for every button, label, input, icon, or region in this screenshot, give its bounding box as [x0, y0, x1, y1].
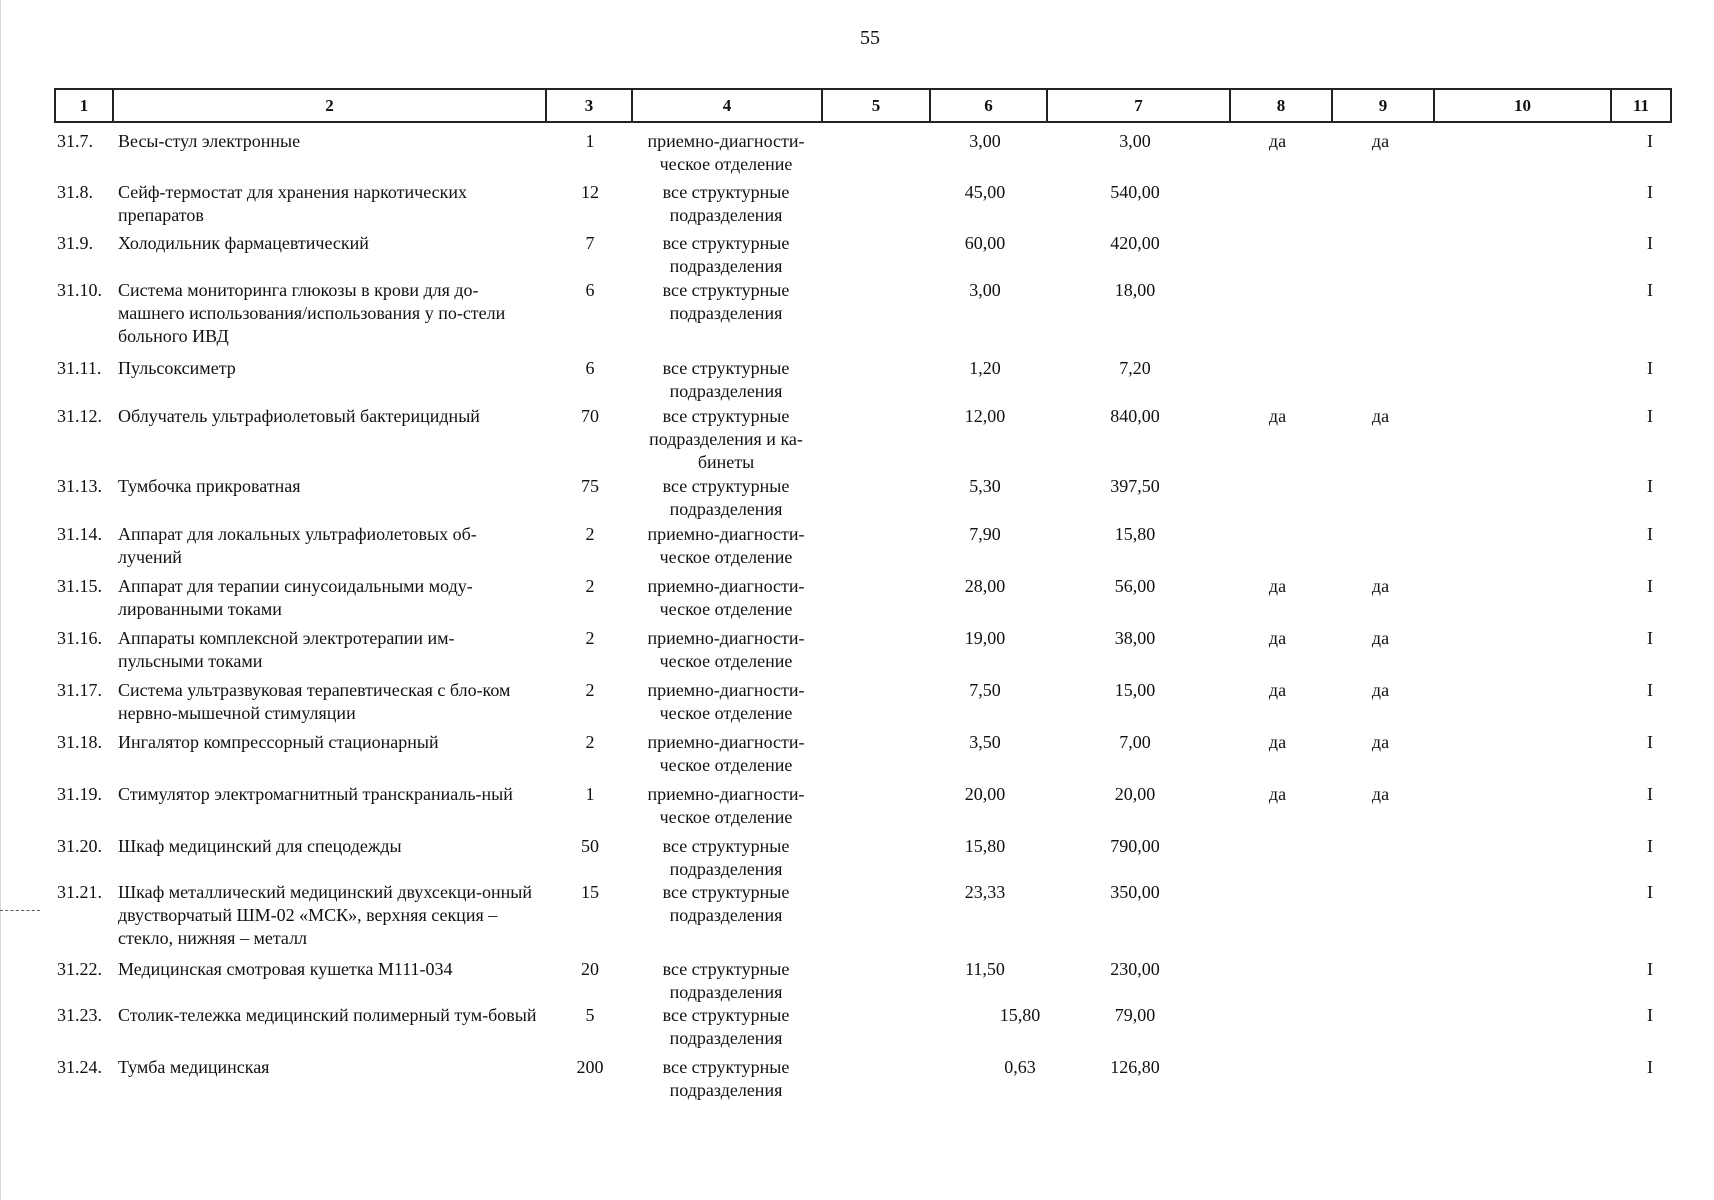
- item-name: Сейф-термостат для хранения наркотических препаратов: [118, 182, 468, 225]
- item-name: Система мониторинга глюкозы в крови для до-машнего использования/использования у по-стели больного ИВД: [118, 280, 506, 346]
- item-number: 31.13.: [57, 476, 102, 496]
- item-name: Аппарат для локальных ультрафиолетовых об-лучений: [118, 524, 477, 567]
- item-col11-cell: [1600, 279, 1670, 302]
- item-department: все структурные подразделения: [662, 280, 790, 323]
- item-col8: да: [1268, 576, 1287, 596]
- item-name: Тумба медицинская: [118, 1057, 270, 1077]
- scan-edge: [0, 0, 1, 1200]
- item-number: 31.12.: [57, 406, 102, 426]
- column-header-row: [54, 88, 1672, 123]
- item-col11-cell: [1600, 575, 1670, 598]
- item-number: 31.22.: [57, 959, 102, 979]
- item-department: все структурные подразделения: [662, 358, 790, 401]
- column-header: 10: [1434, 89, 1611, 122]
- column-header: 11: [1611, 89, 1671, 122]
- item-department: все структурные подразделения: [662, 233, 790, 276]
- item-number: 31.7.: [57, 131, 93, 151]
- item-name: Система ультразвуковая терапевтическая с бло-ком нервно-мышечной стимуляции: [118, 680, 511, 723]
- item-col11-cell: [1600, 1056, 1670, 1079]
- column-header: 2: [113, 89, 546, 122]
- item-quantity: 5: [585, 1005, 595, 1025]
- item-department: все структурные подразделения: [662, 182, 790, 225]
- item-department: приемно-диагности-ческое отделение: [647, 576, 805, 619]
- item-col11-cell: [1600, 958, 1670, 981]
- item-col11: I: [1647, 1057, 1653, 1077]
- item-number: 31.23.: [57, 1005, 102, 1025]
- column-header: 4: [632, 89, 822, 122]
- item-col11: I: [1647, 233, 1653, 253]
- item-col11: I: [1647, 182, 1653, 202]
- item-price: 3,00: [969, 280, 1001, 300]
- item-price: 23,33: [964, 882, 1006, 902]
- item-quantity: 6: [585, 358, 595, 378]
- item-col9: да: [1371, 784, 1390, 804]
- item-number: 31.18.: [57, 732, 102, 752]
- item-department: все структурные подразделения: [662, 959, 790, 1002]
- item-col11: I: [1647, 882, 1653, 902]
- item-col8: да: [1268, 784, 1287, 804]
- item-name: Ингалятор компрессорный стационарный: [118, 732, 439, 752]
- item-col8: да: [1268, 732, 1287, 752]
- item-col9: да: [1371, 680, 1390, 700]
- item-col11: I: [1647, 280, 1653, 300]
- item-name: Стимулятор электромагнитный транскраниаль-ный: [118, 784, 513, 804]
- item-total: 20,00: [1114, 784, 1156, 804]
- item-department: приемно-диагности-ческое отделение: [647, 784, 805, 827]
- item-quantity: 2: [585, 524, 595, 544]
- item-price: 5,30: [969, 476, 1001, 496]
- item-col11-cell: [1600, 1004, 1670, 1027]
- item-total: 7,00: [1119, 732, 1151, 752]
- item-quantity: 200: [576, 1057, 604, 1077]
- item-col11-cell: [1600, 881, 1670, 904]
- item-col11-cell: [1600, 232, 1670, 255]
- item-col9: да: [1371, 732, 1390, 752]
- item-name: Тумбочка прикроватная: [118, 476, 301, 496]
- item-department: приемно-диагности-ческое отделение: [647, 131, 805, 174]
- item-department: все структурные подразделения: [662, 882, 790, 925]
- column-header: 9: [1332, 89, 1434, 122]
- item-name: Шкаф металлический медицинский двухсекци-онный двустворчатый ШМ-02 «МСК», верхняя секция – стекло, нижняя – металл: [118, 882, 533, 948]
- item-name: Аппарат для терапии синусоидальными моду-лированными токами: [118, 576, 473, 619]
- item-quantity: 2: [585, 628, 595, 648]
- item-quantity: 2: [585, 732, 595, 752]
- item-total: 3,00: [1119, 131, 1151, 151]
- item-col11: I: [1647, 680, 1653, 700]
- item-department: все структурные подразделения и ка-бинеты: [649, 406, 803, 472]
- item-col11: I: [1647, 784, 1653, 804]
- item-price: 28,00: [964, 576, 1006, 596]
- item-name: Холодильник фармацевтический: [118, 233, 369, 253]
- item-price: 20,00: [964, 784, 1006, 804]
- item-department: приемно-диагности-ческое отделение: [647, 628, 805, 671]
- item-number: 31.16.: [57, 628, 102, 648]
- item-name: Весы-стул электронные: [118, 131, 301, 151]
- item-col8: да: [1268, 628, 1287, 648]
- page-number: 55: [860, 27, 880, 49]
- column-header: 1: [55, 89, 113, 122]
- item-total: 840,00: [1110, 406, 1160, 426]
- item-col11-cell: [1600, 523, 1670, 546]
- item-col11: I: [1647, 358, 1653, 378]
- item-price: 3,00: [969, 131, 1001, 151]
- column-header: 8: [1230, 89, 1332, 122]
- item-name: Аппараты комплексной электротерапии им-пульсными токами: [118, 628, 455, 671]
- item-number: 31.15.: [57, 576, 102, 596]
- item-col11-cell: [1600, 357, 1670, 380]
- item-number: 31.11.: [57, 358, 102, 378]
- item-department: приемно-диагности-ческое отделение: [647, 524, 805, 567]
- item-col11: I: [1647, 131, 1653, 151]
- item-total: 79,00: [1114, 1005, 1156, 1025]
- item-total: 790,00: [1110, 836, 1160, 856]
- column-header: 3: [546, 89, 632, 122]
- item-number: 31.10.: [57, 280, 102, 300]
- item-total: 540,00: [1110, 182, 1160, 202]
- item-total: 15,00: [1114, 680, 1156, 700]
- item-total: 126,80: [1110, 1057, 1160, 1077]
- item-price: 15,80: [964, 836, 1006, 856]
- item-price: 7,50: [969, 680, 1001, 700]
- item-quantity: 15: [581, 882, 599, 902]
- item-department: все структурные подразделения: [662, 1005, 790, 1048]
- item-total: 38,00: [1114, 628, 1156, 648]
- item-price: 0,63: [1004, 1057, 1036, 1077]
- item-quantity: 70: [581, 406, 599, 426]
- item-quantity: 6: [585, 280, 595, 300]
- item-price: 3,50: [969, 732, 1001, 752]
- item-col11: I: [1647, 836, 1653, 856]
- column-header: 7: [1047, 89, 1230, 122]
- item-col11: I: [1647, 476, 1653, 496]
- item-total: 18,00: [1114, 280, 1156, 300]
- item-col9: да: [1371, 576, 1390, 596]
- item-name: Столик-тележка медицинский полимерный тум-бовый: [118, 1005, 537, 1025]
- item-price: 7,90: [969, 524, 1001, 544]
- item-number: 31.8.: [57, 182, 93, 202]
- item-number: 31.24.: [57, 1057, 102, 1077]
- item-quantity: 12: [581, 182, 599, 202]
- item-quantity: 7: [585, 233, 595, 253]
- item-department: приемно-диагности-ческое отделение: [647, 680, 805, 723]
- item-quantity: 1: [585, 784, 595, 804]
- column-header: 5: [822, 89, 930, 122]
- item-price: 19,00: [964, 628, 1006, 648]
- item-price: 12,00: [964, 406, 1006, 426]
- item-total: 350,00: [1110, 882, 1160, 902]
- item-col11: I: [1647, 732, 1653, 752]
- item-quantity: 20: [581, 959, 599, 979]
- item-name: Медицинская смотровая кушетка М111-034: [118, 959, 453, 979]
- item-quantity: 50: [581, 836, 599, 856]
- item-name: Шкаф медицинский для спецодежды: [118, 836, 402, 856]
- item-col11: I: [1647, 959, 1653, 979]
- item-col9: да: [1371, 131, 1390, 151]
- item-col8: да: [1268, 406, 1287, 426]
- item-number: 31.19.: [57, 784, 102, 804]
- item-col11: I: [1647, 406, 1653, 426]
- item-department: все структурные подразделения: [662, 476, 790, 519]
- item-col8: да: [1268, 680, 1287, 700]
- item-col9: да: [1371, 406, 1390, 426]
- item-price: 60,00: [964, 233, 1006, 253]
- item-price: 15,80: [999, 1005, 1041, 1025]
- scan-artifact: [0, 910, 40, 911]
- column-header: 6: [930, 89, 1047, 122]
- item-price: 45,00: [964, 182, 1006, 202]
- item-col9: да: [1371, 628, 1390, 648]
- item-price: 11,50: [965, 959, 1005, 979]
- item-col11-cell: [1600, 835, 1670, 858]
- item-price: 1,20: [969, 358, 1001, 378]
- item-total: 15,80: [1114, 524, 1156, 544]
- item-number: 31.9.: [57, 233, 93, 253]
- item-number: 31.17.: [57, 680, 102, 700]
- item-number: 31.21.: [57, 882, 102, 902]
- item-total: 7,20: [1119, 358, 1151, 378]
- item-col11-cell: [1600, 475, 1670, 498]
- item-col11-cell: [1600, 627, 1670, 650]
- item-col11: I: [1647, 1005, 1653, 1025]
- item-quantity: 75: [581, 476, 599, 496]
- item-col11-cell: [1600, 783, 1670, 806]
- item-col11-cell: [1600, 679, 1670, 702]
- item-col11-cell: [1600, 181, 1670, 204]
- item-col11: I: [1647, 524, 1653, 544]
- item-col11: I: [1647, 628, 1653, 648]
- item-total: 230,00: [1110, 959, 1160, 979]
- item-name: Облучатель ультрафиолетовый бактерицидный: [118, 406, 480, 426]
- item-number: 31.20.: [57, 836, 102, 856]
- item-quantity: 2: [585, 576, 595, 596]
- item-number: 31.14.: [57, 524, 102, 544]
- item-total: 397,50: [1110, 476, 1160, 496]
- item-department: все структурные подразделения: [662, 836, 790, 879]
- item-col8: да: [1268, 131, 1287, 151]
- item-col11: I: [1647, 576, 1653, 596]
- item-quantity: 2: [585, 680, 595, 700]
- item-department: все структурные подразделения: [662, 1057, 790, 1100]
- item-quantity: 1: [585, 131, 595, 151]
- item-col11-cell: [1600, 405, 1670, 428]
- item-total: 56,00: [1114, 576, 1156, 596]
- item-total: 420,00: [1110, 233, 1160, 253]
- item-name: Пульсоксиметр: [118, 358, 236, 378]
- item-col11-cell: [1600, 130, 1670, 153]
- item-col11-cell: [1600, 731, 1670, 754]
- item-department: приемно-диагности-ческое отделение: [647, 732, 805, 775]
